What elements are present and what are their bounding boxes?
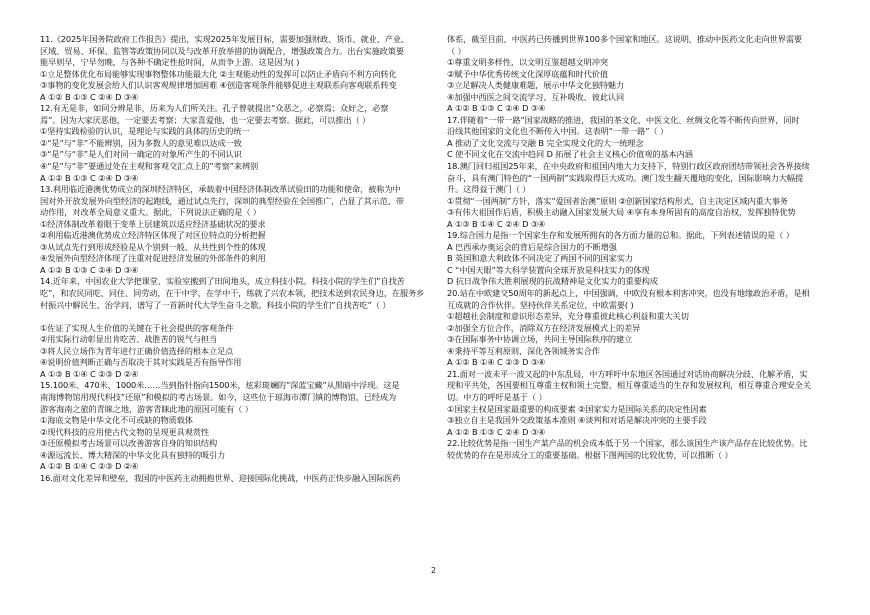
text-line: ②现代科技的应用使古代文物的呈现更具观赏性	[40, 426, 209, 437]
text-line: 升。这得益于澳门（ ）	[447, 184, 531, 195]
answer-options: A ①② B ①③ C ②④ D ③④	[447, 103, 546, 114]
text-line: ①国家主权是国家最重要的构成要素 ②国家实力是国际关系的决定性因素	[447, 403, 707, 414]
text-line: 焉”。因为大家厌恶他，一定要去考察；大家喜爱他，也一定要去考察。据此，可以推出（ ）	[40, 114, 371, 125]
text-line: 13.利用临近港澳优势成立的深圳经济特区，承载着中国经济体制改革试验田的功能和使命，被称为中	[40, 184, 401, 195]
answer-option: A 巴西承办奥运会的背后是综合国力的不断增强	[447, 241, 617, 252]
text-line: ④源远流长、博大精深的中华文化具有独特的吸引力	[40, 449, 226, 460]
text-line: ③独立自主是我国外交政策基本准则 ④谈判和对话是解决冲突的主要手段	[447, 415, 707, 426]
text-line: （ ）	[447, 45, 466, 56]
text-line: 15.100米、470米、1000米……当到指针指向1500米，炫彩斑斓的”深蓝宝藏”从黑暗中浮现。这是	[40, 380, 400, 391]
text-line: ③在国际事务中协调立场，共同主导国际秩序的建立	[447, 334, 633, 345]
text-line: ①立足整体优化布局能够实现事物整体功能最大化 ②主观能动性的发挥可以防止矛盾向不利方向转化	[40, 68, 397, 79]
text-line: ③“是”与“非”是人们对同一确定的对象所产生的不同认识	[40, 149, 242, 160]
text-line: 体系，截至目前，中医药已传播到世界100多个国家和地区。这说明，推动中医药文化走向世界需要	[447, 34, 803, 44]
text-line: 奋斗，具有澳门特色的“一国两制”实践取得巨大成功。澳门发生翻天覆地的变化，国际影响力大幅提	[447, 172, 804, 183]
text-line: ③还原模拟考古场景可以改善游客自身的知识结构	[40, 438, 218, 449]
answer-options: A ①② B ①③ C ②④ D ③④	[40, 172, 139, 183]
text-line: 18.澳门回归祖国25年来，在中央政府和祖国内地大力支持下，特别行政区政府团结带领社会各界接续	[447, 161, 810, 172]
answer-options: A ①③ B ①④ C ②④ D ③④	[447, 218, 546, 229]
text-line: 20.站在中欧建交50周年的新起点上，中国强调，中欧没有根本利害冲突，也没有地缘政治矛盾，是相	[447, 288, 810, 299]
text-line: 较优势的存在是形成分工的重要基础。根据下图两国的比较优势，可以推断（ ）	[447, 449, 733, 460]
text-line: 现和平共处，各国要相互尊重主权和领土完整，相互尊重适当的生存和发展权利，相互尊重合理安全关	[447, 380, 811, 391]
text-line: ③将人民立场作为青年进行正确价值选择的根本立足点	[40, 345, 234, 356]
text-line: ④“是”与“非”要通过处在主观和客观交汇点上的”考察”来辨别	[40, 161, 259, 172]
answer-options: A 推动了文化交流与交融 B 完全实现文化的大一统理念	[447, 137, 644, 148]
text-line: ③立足解决人类健康难题，展示中华文化独特魅力	[447, 80, 625, 91]
answer-options: A ①② B ①③ C ②④ D ③④	[447, 426, 546, 437]
text-line: 11.《2025年国务院政府工作报告》提出，实现2025年发展目标，需要加强财政、货币、就业、产业、	[40, 34, 410, 44]
text-line: 国对外开放发展外向型经济的起跑线，通过试点先行，深圳的典型经验在全国推广，凸显了其示范、带	[40, 195, 404, 206]
text-line: 南海博物馆用现代科技”还原”和模拟的考古场景。如今，这些位于琼海市潭门镇的博物馆，已经成为	[40, 391, 397, 402]
text-line: 区域、贸易、环保、监管等政策协同以及与改革开放举措的协调配合，增强政策合力。出台实施政策要	[40, 45, 404, 56]
text-line: ③从试点先行到形成经验是从个别到一般、从共性到个性的体现	[40, 241, 266, 252]
answer-options: C 使不同文化在交流中趋同 D 拓展了社会主义核心价值观的基本内涵	[447, 149, 693, 160]
text-line: 19.综合国力是指一个国家生存和发展所拥有的各方面力量的总和。据此，下列表述错误的是（ ）	[447, 230, 794, 241]
answer-options: A ①② B ①③ C ②④ D ③④	[40, 264, 139, 275]
text-line: 21.面对一波未平一波又起的中东乱局，中方呼吁中东地区各国通过对话协商解决分歧、化解矛盾，实	[447, 368, 808, 379]
text-line: 沿线其他国家的文化也不断传入中国。这表明“一带一路”（ ）	[447, 126, 669, 137]
text-line: ①经济体制改革着眼于变革上层建筑以适应经济基础状况的要求	[40, 218, 266, 229]
left-column	[40, 34, 434, 484]
text-line: ①超越社会制度和意识形态差异，充分尊重彼此核心利益和重大关切	[447, 311, 689, 322]
answer-options: A ①② B ①③ C ②④ D ③④	[40, 91, 139, 102]
blank-line	[40, 311, 434, 323]
text-line: ④加强中西医之间交流学习、互补吸收、彼此认同	[447, 91, 625, 102]
right-column	[447, 34, 837, 461]
text-line: ①贯彻“一国两制”方针，落实”爱国者治澳”原则 ②创新国家结构形式，自主决定区域内重大事务	[447, 195, 788, 206]
text-line: 能早则早，宁早勿晚，与各种不确定性抢时间，从而争上游。这是因为( )	[40, 57, 300, 68]
text-line: 吃”，和农民同吃、同住、同劳动，在干中学，在学中干，练就了兴农本领，把技术送到农民身边，在服务乡	[40, 288, 425, 299]
text-line: ③有伟大祖国作后盾，积极主动融入国家发展大局 ④享有本身所固有的高度自治权，发挥独特优势	[447, 207, 796, 218]
text-line: ③事物的变化发展会给人们认识客观规律增加困难 ④创造客观条件能够促进主观联系向客观联系转变	[40, 80, 397, 91]
answer-option: C “中国天眼”等大科学装置向全球开放是科技实力的体现	[447, 264, 650, 275]
text-line: ④秉持平等互利原则，深化各领域务实合作	[447, 345, 600, 356]
page-number: 2	[431, 566, 437, 575]
text-line: 村振兴中解民生、治学问，谱写了一首新时代大学生奋斗之歌。科技小院的学生们”自找苦吃”（ ）	[40, 299, 391, 310]
text-line: ④说明价值判断正确与否取决于其对实践是否有指导作用	[40, 357, 242, 368]
text-line: 17.伴随着“一带一路”国家战略的推进，我国的茶文化、中医文化、丝绸文化等不断传向世界，同时	[447, 114, 800, 125]
text-line: 切。中方的呼吁是基于（ ）	[447, 391, 547, 402]
text-line: ②用实际行动彰显出肯吃苦、战胜苦的锐气与担当	[40, 334, 218, 345]
answer-options: A ①② B ①④ C ②③ D ③④	[447, 357, 546, 368]
text-line: ②加强全方位合作，消除双方在经济发展模式上的差异	[447, 322, 641, 333]
text-line: 16.面对文化差异和壁垒，我国的中医药主动拥抱世界、迎接国际化挑战，中医药正快步融入国际医药	[40, 472, 401, 483]
text-line: 12.有无是非，如同分辨是非，历来为人们所关注。孔子曾就提出“众恶之，必察焉；众好之，必察	[40, 103, 389, 114]
text-line: ①尊重文明多样性，以文明互鉴超越文明冲突	[447, 57, 608, 68]
text-line: ①海底文物是中华文化不可或缺的物质载体	[40, 415, 193, 426]
text-line: 动作用，对改革全局意义重大。据此，下列说法正确的是（ ）	[40, 207, 261, 218]
text-line: ②赋予中华优秀传统文化深厚底蕴和时代价值	[447, 68, 608, 79]
text-line: 22.比较优势是指一国生产某产品的机会成本低于另一个国家，那么该国生产该产品存在比较优势。比	[447, 438, 808, 449]
answer-option: D 抗日战争伟大胜利展现的抗战精神是文化实力的重要构成	[447, 276, 658, 287]
answer-options: A ①③ B ①④ C ②③ D ②④	[40, 368, 139, 379]
answer-option: B 英国和意大利政体不同决定了两国不同的国家实力	[447, 253, 633, 264]
text-line: ④发展外向型经济体现了注重对促进经济发展的外部条件的利用	[40, 253, 266, 264]
text-line: ②利用临近港澳优势成立经济特区体现了对区位特点的分析把握	[40, 230, 266, 241]
text-line: ①坚持实践检验的认识，是理论与实践的具体的历史的统一	[40, 126, 250, 137]
text-line: ①佐证了实现人生价值的关键在于社会提供的客观条件	[40, 322, 234, 333]
text-line: 互成就的合作伙伴。坚持伙伴关系定位，中欧需要( )	[447, 299, 634, 310]
text-line: 游客海南之旅的青睐之地，游客青睐此地的原因可能有（ ）	[40, 403, 253, 414]
text-line: ②“是”与“非”不能辨别，因为多数人的意见难以达成一致	[40, 137, 242, 148]
answer-options: A ①② B ①④ C ②③ D ②④	[40, 461, 139, 472]
text-line: 14.近年来，中国农业大学把课堂、实验室搬到了田间地头，成立科技小院。科技小院的学生们”自找苦	[40, 276, 405, 287]
